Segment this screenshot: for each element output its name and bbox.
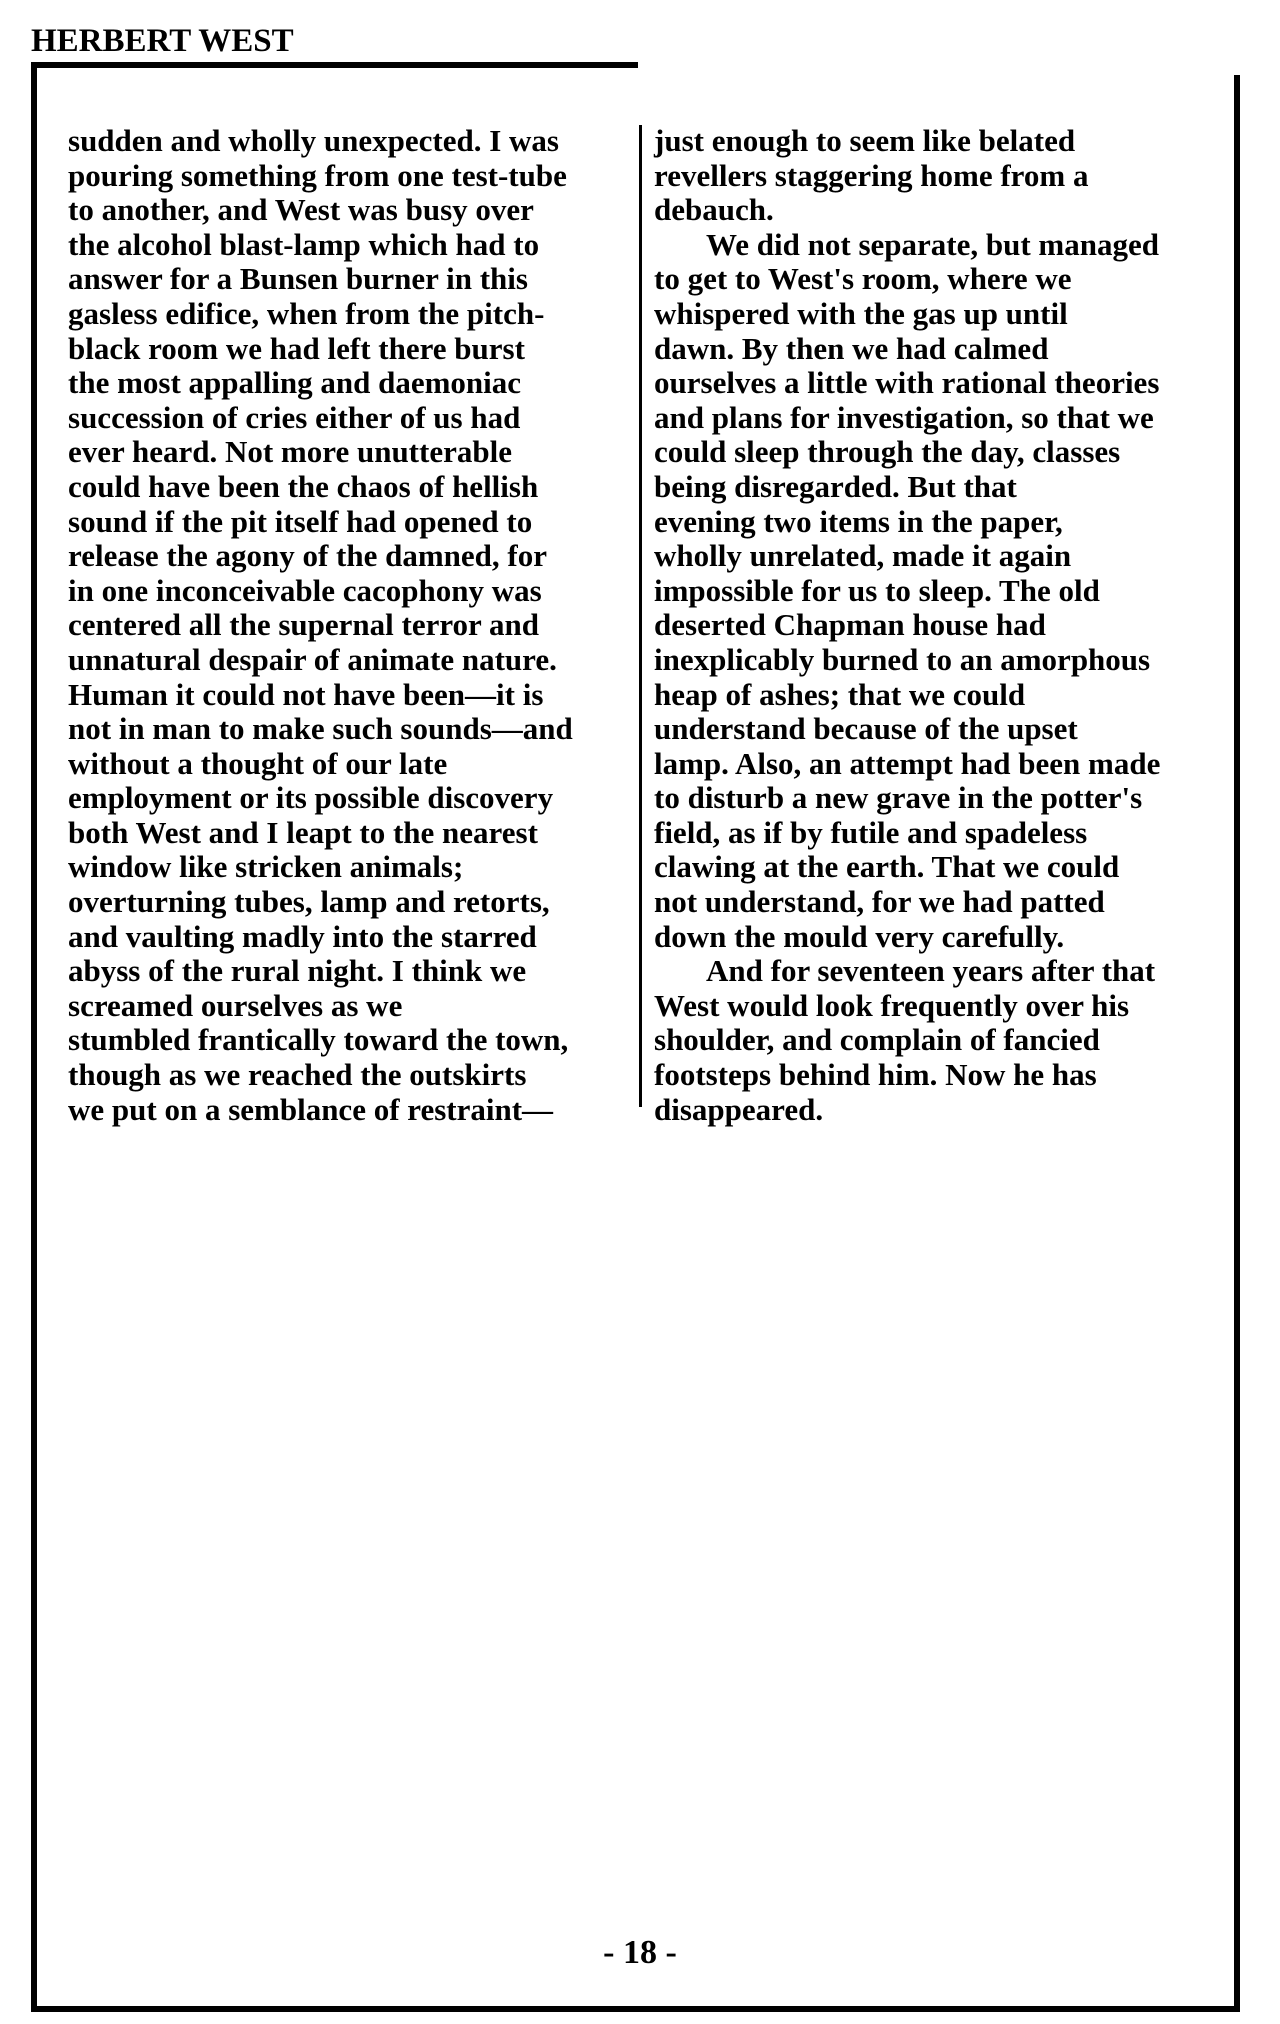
text-line: ever heard. Not more unutterable bbox=[68, 434, 512, 470]
frame-bottom-border bbox=[31, 2006, 1240, 2012]
text-line: the most appalling and daemoniac bbox=[68, 365, 522, 401]
text-line: and plans for investigation, so that we bbox=[654, 399, 1154, 435]
text-line: employment or its possible discovery bbox=[68, 780, 554, 816]
text-line: succession of cries either of us had bbox=[68, 399, 521, 435]
text-line: and vaulting madly into the starred bbox=[68, 918, 537, 954]
text-line: inexplicably burned to an amorphous bbox=[654, 641, 1151, 677]
text-line: field, as if by futile and spadeless bbox=[654, 814, 1088, 850]
text-line: wholly unrelated, made it again bbox=[654, 538, 1072, 574]
frame-left-border bbox=[31, 62, 37, 2012]
text-line: abyss of the rural night. I think we bbox=[68, 953, 527, 989]
text-line: West would look frequently over his bbox=[654, 987, 1130, 1023]
text-line: overturning tubes, lamp and retorts, bbox=[68, 884, 550, 920]
text-column-left bbox=[68, 124, 633, 1127]
text-line: not understand, for we had patted bbox=[654, 884, 1105, 920]
text-column-right bbox=[654, 124, 1214, 1127]
text-line: centered all the supernal terror and bbox=[68, 607, 539, 643]
text-line: to disturb a new grave in the potter's bbox=[654, 780, 1143, 816]
text-line: sudden and wholly unexpected. I was bbox=[68, 123, 559, 158]
text-line: gasless edifice, when from the pitch- bbox=[68, 295, 545, 331]
text-line: without a thought of our late bbox=[68, 745, 448, 781]
text-line: heap of ashes; that we could bbox=[654, 676, 1026, 712]
text-line: understand because of the upset bbox=[654, 711, 1078, 747]
text-line: lamp. Also, an attempt had been made bbox=[654, 745, 1161, 781]
text-line: footsteps behind him. Now he has bbox=[654, 1057, 1097, 1093]
text-line: debauch. bbox=[654, 192, 774, 228]
text-line: in one inconceivable cacophony was bbox=[68, 572, 542, 608]
text-line: ourselves a little with rational theories bbox=[654, 365, 1160, 401]
text-line: clawing at the earth. That we could bbox=[654, 849, 1120, 885]
text-line: unnatural despair of animate nature. bbox=[68, 641, 557, 677]
text-line: not in man to make such sounds—and bbox=[68, 711, 573, 747]
text-line: could have been the chaos of hellish bbox=[68, 468, 539, 504]
text-line: whispered with the gas up until bbox=[654, 295, 1068, 331]
text-line: Human it could not have been—it is bbox=[68, 676, 544, 712]
text-line: release the agony of the damned, for bbox=[68, 538, 548, 574]
text-line: both West and I leapt to the nearest bbox=[68, 814, 538, 850]
text-line: deserted Chapman house had bbox=[654, 607, 1046, 643]
text-line: disappeared. bbox=[654, 1091, 824, 1127]
text-line: dawn. By then we had calmed bbox=[654, 330, 1049, 366]
text-line: stumbled frantically toward the town, bbox=[68, 1022, 569, 1058]
text-line: black room we had left there burst bbox=[68, 330, 525, 366]
text-line: shoulder, and complain of fancied bbox=[654, 1022, 1100, 1058]
text-line: screamed ourselves as we bbox=[68, 987, 403, 1023]
page-number: - 18 - bbox=[603, 1934, 677, 1971]
text-line: evening two items in the paper, bbox=[654, 503, 1063, 539]
text-line: window like stricken animals; bbox=[68, 849, 464, 885]
text-line: sound if the pit itself had opened to bbox=[68, 503, 533, 539]
frame-right-border bbox=[1234, 75, 1240, 2012]
paragraph-start-line: We did not separate, but managed bbox=[706, 226, 1159, 262]
text-line: to another, and West was busy over bbox=[68, 192, 534, 228]
text-line: being disregarded. But that bbox=[654, 468, 1017, 504]
text-line: just enough to seem like belated bbox=[654, 123, 1076, 158]
text-line: the alcohol blast-lamp which had to bbox=[68, 226, 540, 262]
text-line: answer for a Bunsen burner in this bbox=[68, 261, 528, 297]
text-line: pouring something from one test-tube bbox=[68, 157, 567, 193]
text-line: down the mould very carefully. bbox=[654, 918, 1065, 954]
text-line: we put on a semblance of restraint— bbox=[68, 1091, 554, 1127]
text-line: revellers staggering home from a bbox=[654, 157, 1089, 193]
text-line: though as we reached the outskirts bbox=[68, 1057, 527, 1093]
column-divider bbox=[639, 125, 642, 1107]
text-line: impossible for us to sleep. The old bbox=[654, 572, 1100, 608]
header-rule bbox=[31, 62, 638, 68]
running-title: HERBERT WEST bbox=[31, 23, 294, 59]
text-line: could sleep through the day, classes bbox=[654, 434, 1121, 470]
paragraph-start-line: And for seventeen years after that bbox=[706, 953, 1156, 989]
text-line: to get to West's room, where we bbox=[654, 261, 1072, 297]
